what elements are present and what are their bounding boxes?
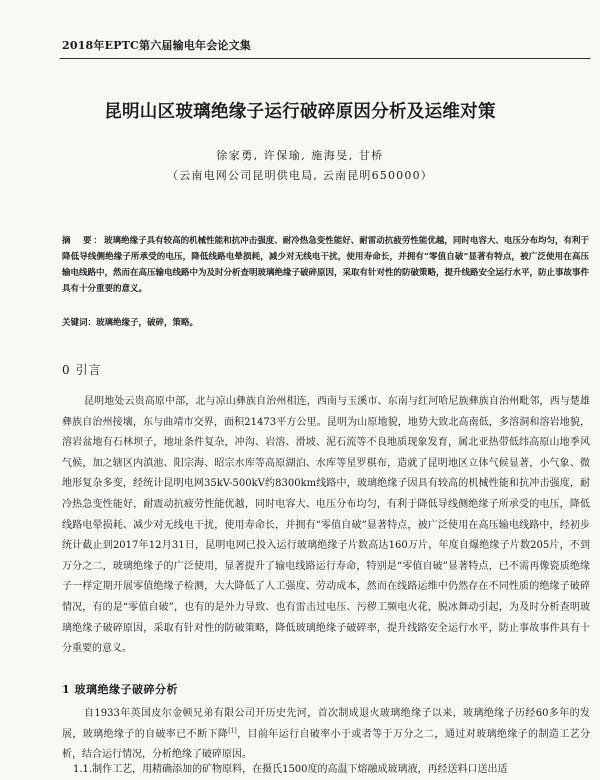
reference-marker: [1]	[228, 727, 237, 735]
history-text-a: 自1933年英国皮尔金顿兄弟有限公司开历史先河，首次制成退火玻璃绝缘子以来，玻璃绝缘子历经60多年的发展，玻璃绝缘子的自破率已不断下降	[62, 708, 590, 740]
abstract	[62, 233, 589, 297]
paper-title: 昆明山区玻璃绝缘子运行破碎原因分析及运维对策	[104, 102, 496, 122]
keywords-label: 关键词：	[62, 318, 97, 328]
running-header: 2018年EPTC第六届输电年会论文集	[62, 39, 252, 52]
author-list: 徐家勇, 许保瑜, 施海旻, 甘桥	[216, 149, 384, 162]
affiliation: （云南电网公司昆明供电局, 云南昆明650000）	[167, 169, 433, 182]
header-rule	[60, 58, 590, 59]
abstract-label: 摘 要：	[62, 236, 105, 246]
keywords-text: 玻璃绝缘子，破碎，策略。	[96, 318, 199, 328]
subsection-1-1-text: 1.1.制作工艺，用精确添加的矿物原料，在摄氏1500度的高温下熔融成玻璃液，再经送料口送出适	[73, 764, 508, 775]
section-heading-introduction: 0 引言	[62, 363, 102, 377]
history-text-b: ，目前年运行自破率小于或者等于万分之二，通过对玻璃绝缘子的制造工艺分析，结合运行情况，分析绝缘了破碎原因。	[62, 728, 591, 761]
keywords	[62, 315, 589, 331]
introduction-paragraph: 昆明地处云贵高原中部，北与凉山彝族自治州相连，西南与玉溪市、东南与红河哈尼族彝族自治州毗邻，西与楚雄彝族自治州接壤，东与曲靖市交界，面积21473平方公里。昆明为山原地貌，地势大致北高南低，多溶洞和溶岩地貌，溶岩盆地有石林坝子，地址条件复杂，冲沟、岩溶、滑坡、泥石流等不良地质现象发育，属北亚热带低纬高原山地季风气候，加之辖区内滇池、阳宗海、昭宗水库等高原湖泊、水库等星罗棋布，造就了昆明地区立体气候显著，小气象、微地形复杂多变，经统计昆明电网35kV-500kV约8300km线路中，玻璃绝缘子因具有较高的机械性能和抗冲击强度，耐冷热急变性能好，耐震动抗疲劳性能优越，同时电容大、电压分布均匀，有利于降低导线侧绝缘子所承受的电压，降低线路电晕损耗、减少对无线电干扰，使用寿命长，并拥有“零值自破”显著特点，被广泛使用在高压输电线路中，经初步统计截止到2017年12月31日，昆明电网已投入运行玻璃绝缘子片数高达160万片，年度自爆绝缘子片数205片，不到万分之二，玻璃绝缘子的广泛使用，显著提升了输电线路运行寿命，特别是“零值自破”显著特点，已不需再像瓷质绝缘子一样定期开展零值绝缘子检测，大大降低了人工强度、劳动成本，然而在线路运维中仍然存在不同性质的绝缘子破碎情况，有的是“零值自破”，也有的是外力导致、也有雷击过电压、污秽工频电火花，脱冰舞动引起，为及时分析查明玻璃绝缘子破碎原因，采取有针对性的防破策略，降低玻璃绝缘子破碎率，提升线路安全运行水平，防止事故事件具有十分重要的意义。	[62, 396, 590, 655]
section-heading-breakage-analysis: 1 玻璃绝缘子破碎分析	[62, 683, 178, 696]
abstract-text: 玻璃绝缘子具有较高的机械性能和抗冲击强度、耐冷热急变性能好、耐雷动抗疲劳性能优越，同时电容大、电压分布均匀，有利于降低导线侧绝缘子所承受的电压，降低线路电晕损耗，减少对无线电干扰，使用寿命长，并拥有“零值自破”显著有特点，被广泛使用在高压输电线路中，然而在高压输电线路中为及时分析查明玻璃绝缘子破碎原因，采取有针对性的防破策略，提升线路安全运行水平，防止事故事件具有十分重要的意义。	[62, 236, 590, 294]
history-paragraph	[62, 704, 590, 766]
